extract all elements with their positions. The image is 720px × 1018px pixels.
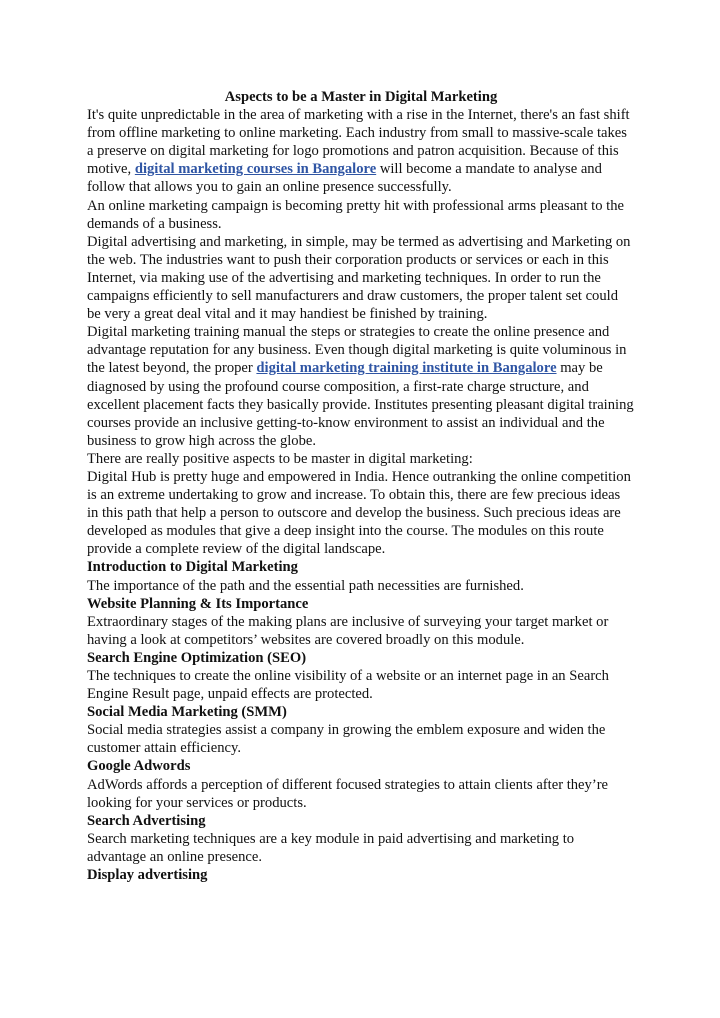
paragraph-training-text-end: may be diagnosed by using the profound course composition, a first-rate charge structure, and excellent placement facts they basically provide. Institutes presenting pleasant digital training courses provide an inclusive getting-to-know environment to assist an individual and the business to grow high across the globe. <box>87 360 634 449</box>
section-heading: Introduction to Digital Marketing <box>87 559 298 576</box>
paragraph-aspects: There are really positive aspects to be master in digital marketing: <box>87 450 473 467</box>
document-page <box>87 88 635 884</box>
section-body: The techniques to create the online visibility of a website or an internet page in an Search Engine Result page, unpaid effects are protected. <box>87 668 609 703</box>
section-body: AdWords affords a perception of different focused strategies to attain clients after they’re looking for your services or products. <box>87 776 609 811</box>
paragraph-intro-text-end: will become a mandate to analyse and follow that allows you to gain an online presence successfully. <box>87 161 602 196</box>
section-heading: Social Media Marketing (SMM) <box>87 704 287 721</box>
paragraph-definition: Digital advertising and marketing, in simple, may be termed as advertising and Marketing on the web. The industries want to push their corporation products or services or each in this Internet, via making use of the advertising and marketing techniques. In order to run the campaigns efficiently to sell manufacturers and draw customers, the proper talent set could be very a great deal vital and it may handiest be finished by training. <box>87 233 631 323</box>
paragraph-campaign: An online marketing campaign is becoming pretty hit with professional arms pleasant to the demands of a business. <box>87 197 625 232</box>
section-heading: Website Planning & Its Importance <box>87 595 309 612</box>
section-heading: Search Advertising <box>87 812 206 829</box>
link-digital-marketing-institute[interactable]: digital marketing training institute in Bangalore <box>256 360 557 377</box>
link-digital-marketing-courses[interactable]: digital marketing courses in Bangalore <box>134 161 377 178</box>
section-body: Extraordinary stages of the making plans are inclusive of surveying your target market or having a look at competitors’ websites are covered broadly on this module. <box>87 613 609 648</box>
paragraph-digital-hub: Digital Hub is pretty huge and empowered in India. Hence outranking the online competition is an extreme undertaking to grow and increase. To obtain this, there are few precious ideas in this path that help a person to outscore and develop the business. Such precious ideas are developed as modules that give a deep insight into the course. The modules on this route provide a complete review of the digital landscape. <box>87 468 631 558</box>
section-heading: Search Engine Optimization (SEO) <box>87 649 307 666</box>
paragraph-training-text: Digital marketing training manual the steps or strategies to create the online presence and advantage reputation for any business. Even though digital marketing is quite voluminous in the latest beyond, the proper <box>87 324 627 377</box>
section-body: Social media strategies assist a company in growing the emblem exposure and widen the customer attain efficiency. <box>87 722 606 757</box>
section-body: The importance of the path and the essential path necessities are furnished. <box>87 577 524 594</box>
section-body: Search marketing techniques are a key module in paid advertising and marketing to advantage an online presence. <box>87 830 575 865</box>
paragraph-training <box>87 323 635 450</box>
paragraph-intro-text: It's quite unpredictable in the area of marketing with a rise in the Internet, there's an fast shift from offline marketing to online marketing. Each industry from small to massive-scale takes a preserve on digital marketing for logo promotions and patron acquisition. Because of this motive, <box>87 107 630 178</box>
section-heading: Google Adwords <box>87 758 191 775</box>
module-sections <box>87 558 635 884</box>
document-title: Aspects to be a Master in Digital Marketing <box>224 89 498 105</box>
section-heading: Display advertising <box>87 867 208 884</box>
paragraph-intro <box>87 106 635 196</box>
